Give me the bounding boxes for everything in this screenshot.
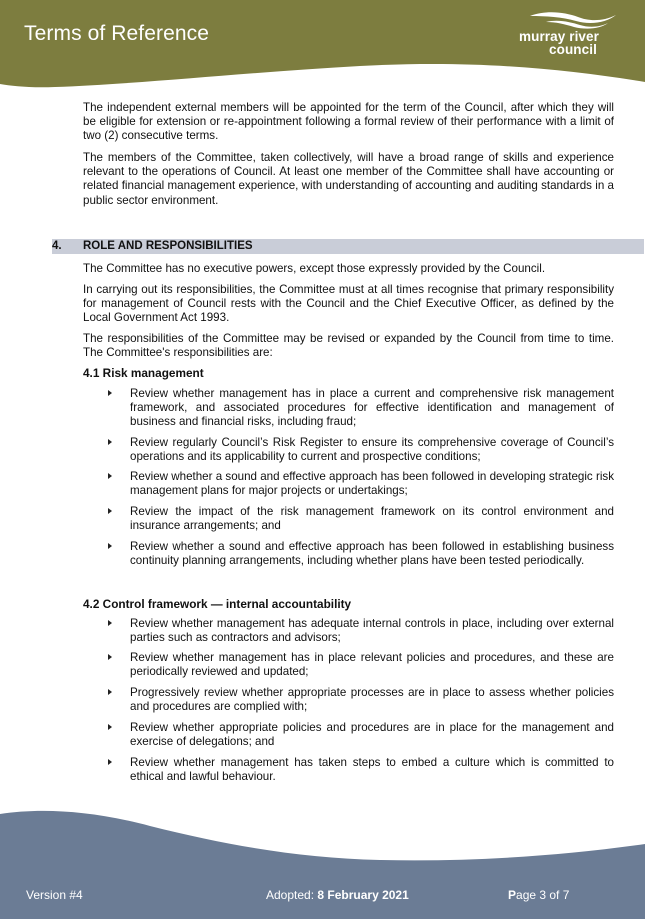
footer-page-initial: P xyxy=(508,888,517,902)
list-item-text: Review regularly Council’s Risk Register to ensure its comprehensive coverage of Council’s operations and its applicability to current and prospective conditions; xyxy=(130,436,614,464)
list-item-text: Review whether appropriate policies and procedures are in place for the management and exercise of delegations; and xyxy=(130,721,614,749)
council-logo xyxy=(516,10,624,58)
bullet-arrow-icon xyxy=(108,390,112,396)
section-title: ROLE AND RESPONSIBILITIES xyxy=(83,240,253,252)
list-item-text: Review whether management has in place a current and comprehensive risk management framework, and associated procedures for effective identification and management of business and financial risks, including fraud; xyxy=(130,387,614,429)
section-number: 4. xyxy=(52,240,62,252)
bullet-arrow-icon xyxy=(108,689,112,695)
bullet-arrow-icon xyxy=(108,543,112,549)
footer-adopted-date: 8 February 2021 xyxy=(317,888,409,902)
bullet-arrow-icon xyxy=(108,508,112,514)
section-heading-bar xyxy=(52,239,644,254)
page-header xyxy=(0,0,645,90)
list-item-text: Progressively review whether appropriate processes are in place to assess whether policies and procedures are complied with; xyxy=(130,686,614,714)
list-item-text: Review whether management has in place relevant policies and procedures, and these are periodically reviewed and updated; xyxy=(130,651,614,679)
section-paragraph-2: In carrying out its responsibilities, the Committee must at all times recognise that primary responsibility for management of Council rests with the Council and the Chief Executive Officer, as defined by the Local Government Act 1993. xyxy=(83,283,614,325)
page-title: Terms of Reference xyxy=(24,22,210,45)
river-wave-icon xyxy=(516,10,624,30)
section-paragraph-1: The Committee has no executive powers, except those expressly provided by the Council. xyxy=(83,262,546,275)
footer-version: Version #4 xyxy=(26,888,83,902)
list-item-text: Review the impact of the risk management framework on its control environment and insurance arrangements; and xyxy=(130,505,614,533)
footer-adopted-label: Adopted: xyxy=(266,888,315,902)
subsection-heading-control: 4.2 Control framework — internal accountability xyxy=(83,597,352,611)
logo-text-line2: council xyxy=(549,42,597,57)
intro-paragraph-1: The independent external members will be appointed for the term of the Council, after which they will be eligible for extension or re-appointment following a formal review of their performance with a limit of two (2) consecutive terms. xyxy=(83,101,614,143)
section-paragraph-3: The responsibilities of the Committee may be revised or expanded by the Council from time to time. The Committee's responsibilities are: xyxy=(83,332,614,360)
page-footer xyxy=(0,800,645,919)
subsection-heading-risk: 4.1 Risk management xyxy=(83,366,204,380)
bullet-arrow-icon xyxy=(108,724,112,730)
bullet-arrow-icon xyxy=(108,654,112,660)
bullet-arrow-icon xyxy=(108,759,112,765)
bullet-arrow-icon xyxy=(108,620,112,626)
list-item-text: Review whether a sound and effective approach has been followed in establishing business continuity planning arrangements, including whether plans have been tested periodically. xyxy=(130,540,614,568)
bullet-arrow-icon xyxy=(108,439,112,445)
footer-page-number xyxy=(508,888,569,902)
footer-adopted xyxy=(266,888,409,902)
footer-page-rest: age 3 of 7 xyxy=(516,888,570,902)
list-item-text: Review whether management has taken steps to embed a culture which is committed to ethical and lawful behaviour. xyxy=(130,756,614,784)
bullet-arrow-icon xyxy=(108,473,112,479)
logo-text-line1: murray river xyxy=(519,29,599,44)
intro-paragraph-2: The members of the Committee, taken collectively, will have a broad range of skills and experience relevant to the operations of Council. At least one member of the Committee shall have accounting or related financial management experience, with understanding of accounting and auditing standards in a public sector environment. xyxy=(83,151,614,207)
list-item-text: Review whether management has adequate internal controls in place, including over external parties such as contractors and advisors; xyxy=(130,617,614,645)
list-item-text: Review whether a sound and effective approach has been followed in developing strategic risk management plans for major projects or undertakings; xyxy=(130,470,614,498)
